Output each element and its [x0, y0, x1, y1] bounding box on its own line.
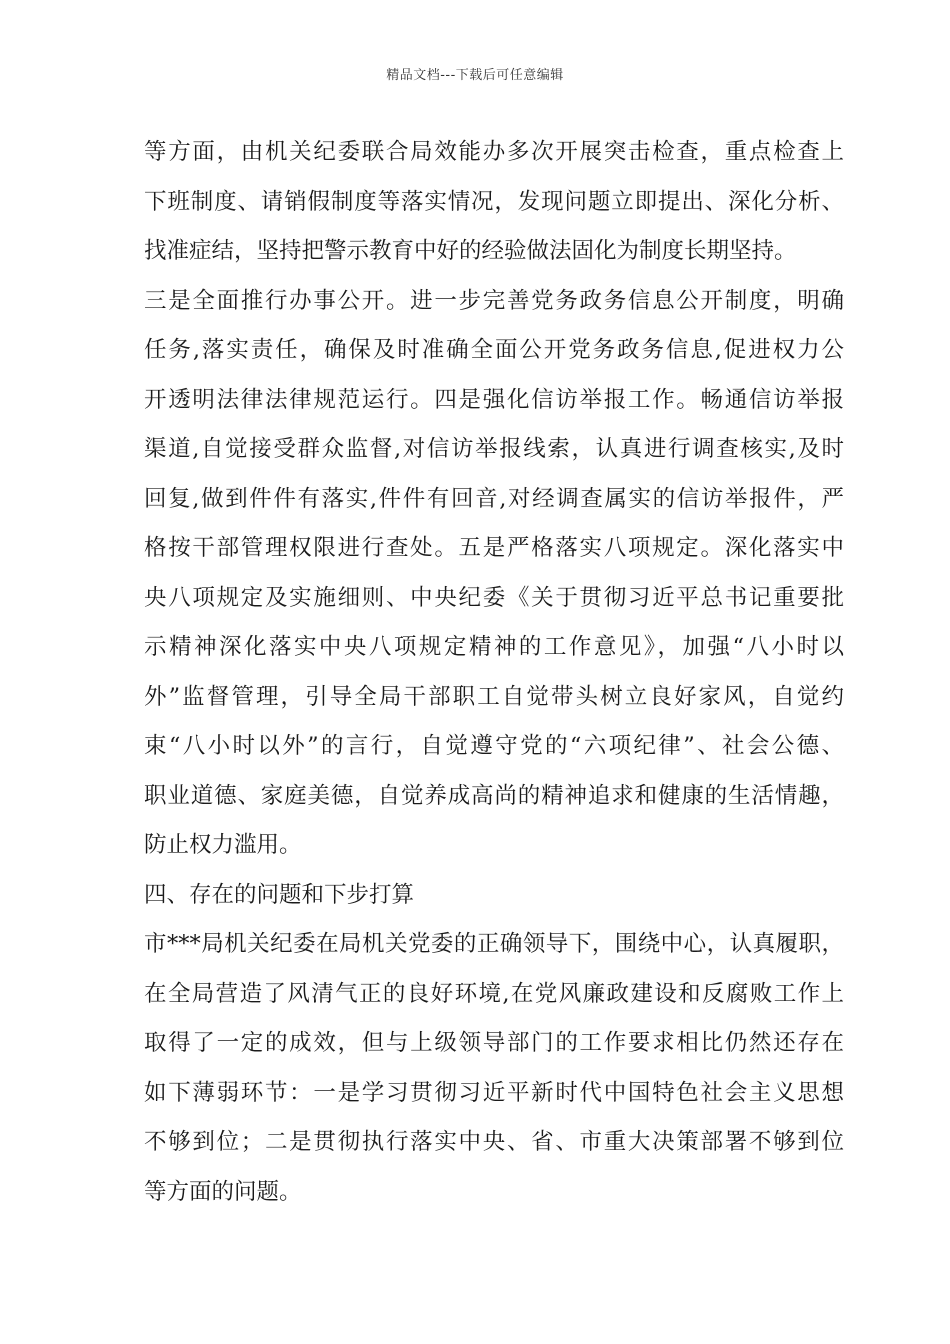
- text-line: 央八项规定及实施细则、中央纪委《关于贯彻习近平总书记重要批: [144, 584, 844, 611]
- text-line: 找准症结，坚持把警示教育中好的经验做法固化为制度长期坚持。: [144, 238, 797, 264]
- text-line: 市***局机关纪委在局机关党委的正确领导下，围绕中心，认真履职，: [144, 931, 844, 957]
- text-line: 如下薄弱环节：一是学习贯彻习近平新时代中国特色社会主义思想: [144, 1079, 844, 1106]
- text-line: 渠道,自觉接受群众监督,对信访举报线索，认真进行调查核实,及时: [144, 436, 844, 462]
- text-line: 等方面，由机关纪委联合局效能办多次开展突击检查，重点检查上: [144, 139, 844, 165]
- text-line: 示精神深化落实中央八项规定精神的工作意见》，加强“八小时以: [144, 634, 844, 660]
- text-line: 束“八小时以外”的言行，自觉遵守党的“六项纪律”、社会公德、: [144, 733, 844, 759]
- text-line: 下班制度、请销假制度等落实情况，发现问题立即提出、深化分析、: [144, 188, 844, 215]
- text-line: 职业道德、家庭美德，自觉养成高尚的精神追求和健康的生活情趣，: [144, 782, 844, 809]
- text-line: 防止权力滥用。: [144, 832, 302, 858]
- text-line: 回复,做到件件有落实,件件有回音,对经调查属实的信访举报件，严: [144, 485, 844, 512]
- text-line: 外”监督管理，引导全局干部职工自觉带头树立良好家风，自觉约: [144, 683, 844, 710]
- text-line: 格按干部管理权限进行查处。五是严格落实八项规定。深化落实中: [144, 535, 844, 561]
- text-line: 四、存在的问题和下步打算: [144, 881, 415, 908]
- text-line: 等方面的问题。: [144, 1178, 302, 1205]
- text-line: 开透明法律法律规范运行。四是强化信访举报工作。畅通信访举报: [144, 386, 844, 413]
- page-header: 精品文档---下载后可任意编辑: [386, 68, 564, 83]
- text-line: 在全局营造了风清气正的良好环境,在党风廉政建设和反腐败工作上: [144, 980, 844, 1007]
- document-body: [144, 128, 844, 1217]
- text-line: 不够到位；二是贯彻执行落实中央、省、市重大决策部署不够到位: [144, 1129, 844, 1155]
- text-line: 取得了一定的成效，但与上级领导部门的工作要求相比仍然还存在: [144, 1030, 844, 1056]
- text-line: 三是全面推行办事公开。进一步完善党务政务信息公开制度，明确: [144, 287, 844, 314]
- text-line: 任务,落实责任，确保及时准确全面公开党务政务信息,促进权力公: [144, 337, 844, 363]
